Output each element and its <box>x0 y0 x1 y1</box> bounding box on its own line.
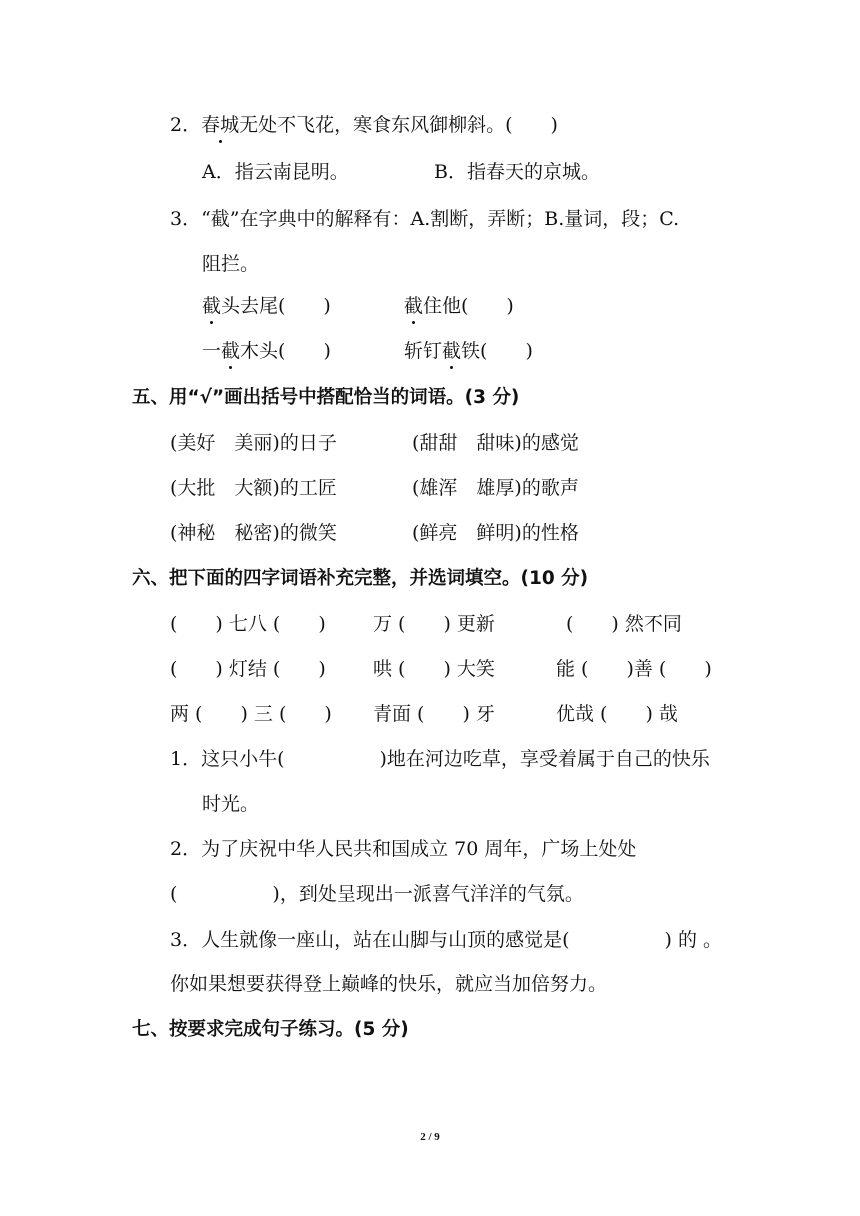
q2-number: 2． <box>170 114 202 136</box>
fill-sentence-1-cont: 时光。 <box>202 793 260 815</box>
section5-pair: (神秘 秘密)的微笑 <box>170 522 337 544</box>
q2-option-b: B．指春天的京城。 <box>434 161 600 183</box>
idiom-blank: ( ) 七八 ( ) <box>170 613 326 635</box>
dotted-char: 截 <box>202 295 222 317</box>
idiom-blank: ( ) 然不同 <box>566 613 682 635</box>
q3-item: 一截木头( ) <box>202 340 331 362</box>
q3-item: 斩钉截铁( ) <box>404 340 533 362</box>
section6-title: 六、把下面的四字词语补充完整，并选词填空。(10 分) <box>132 568 589 589</box>
q3-item: 截住他( ) <box>404 295 514 317</box>
fill-sentence-3: 3．人生就像一座山，站在山脚与山顶的感觉是( ) 的 。 <box>170 929 722 951</box>
idiom-blank: 哄 ( ) 大笑 <box>373 658 495 680</box>
fill-sentence-2: 2．为了庆祝中华人民共和国成立 70 周年，广场上处处 <box>170 838 637 860</box>
section5-pair: (鲜亮 鲜明)的性格 <box>412 522 579 544</box>
section5-pair: (雄浑 雄厚)的歌声 <box>412 477 579 499</box>
section5-title: 五、用“√”画出括号中搭配恰当的词语。(3 分) <box>132 387 520 408</box>
q2-option-a: A．指云南昆明。 <box>202 161 349 183</box>
fill-sentence-2-cont: ( )，到处呈现出一派喜气洋洋的气氛。 <box>170 883 584 905</box>
idiom-blank: ( ) 灯结 ( ) <box>170 658 326 680</box>
section5-pair: (甜甜 甜味)的感觉 <box>412 432 579 454</box>
dotted-char: 截 <box>442 340 462 362</box>
idiom-blank: 优哉 ( ) 哉 <box>556 703 678 725</box>
fill-sentence-1: 1．这只小牛( )地在河边吃草，享受着属于自己的快乐 <box>170 748 710 770</box>
dotted-char: 截 <box>404 295 424 317</box>
fill-sentence-3-cont: 你如果想要获得登上巅峰的快乐，就应当加倍努力。 <box>170 973 608 995</box>
idiom-blank: 青面 ( ) 牙 <box>373 703 495 725</box>
q2-text: 无处不飞花，寒食东风御柳斜。( ) <box>239 114 558 136</box>
idiom-blank: 两 ( ) 三 ( ) <box>170 703 332 725</box>
section7-title: 七、按要求完成句子练习。(5 分) <box>132 1019 409 1040</box>
section5-pair: (美好 美丽)的日子 <box>170 432 337 454</box>
page-number: 2 / 9 <box>420 1131 440 1143</box>
idiom-blank: 万 ( ) 更新 <box>373 613 495 635</box>
q3-stem-line2: 阻拦。 <box>202 253 260 275</box>
section5-pair: (大批 大额)的工匠 <box>170 477 337 499</box>
q3-stem-line1: 3．“截”在字典中的解释有：A.割断，弄断；B.量词，段；C. <box>170 208 680 230</box>
q2-stem <box>170 113 558 137</box>
idiom-blank: 能 ( )善 ( ) <box>556 658 712 680</box>
q2-dotted-chars: 春城 <box>201 114 240 136</box>
q3-item: 截头去尾( ) <box>202 295 331 317</box>
dotted-char: 截 <box>221 340 241 362</box>
